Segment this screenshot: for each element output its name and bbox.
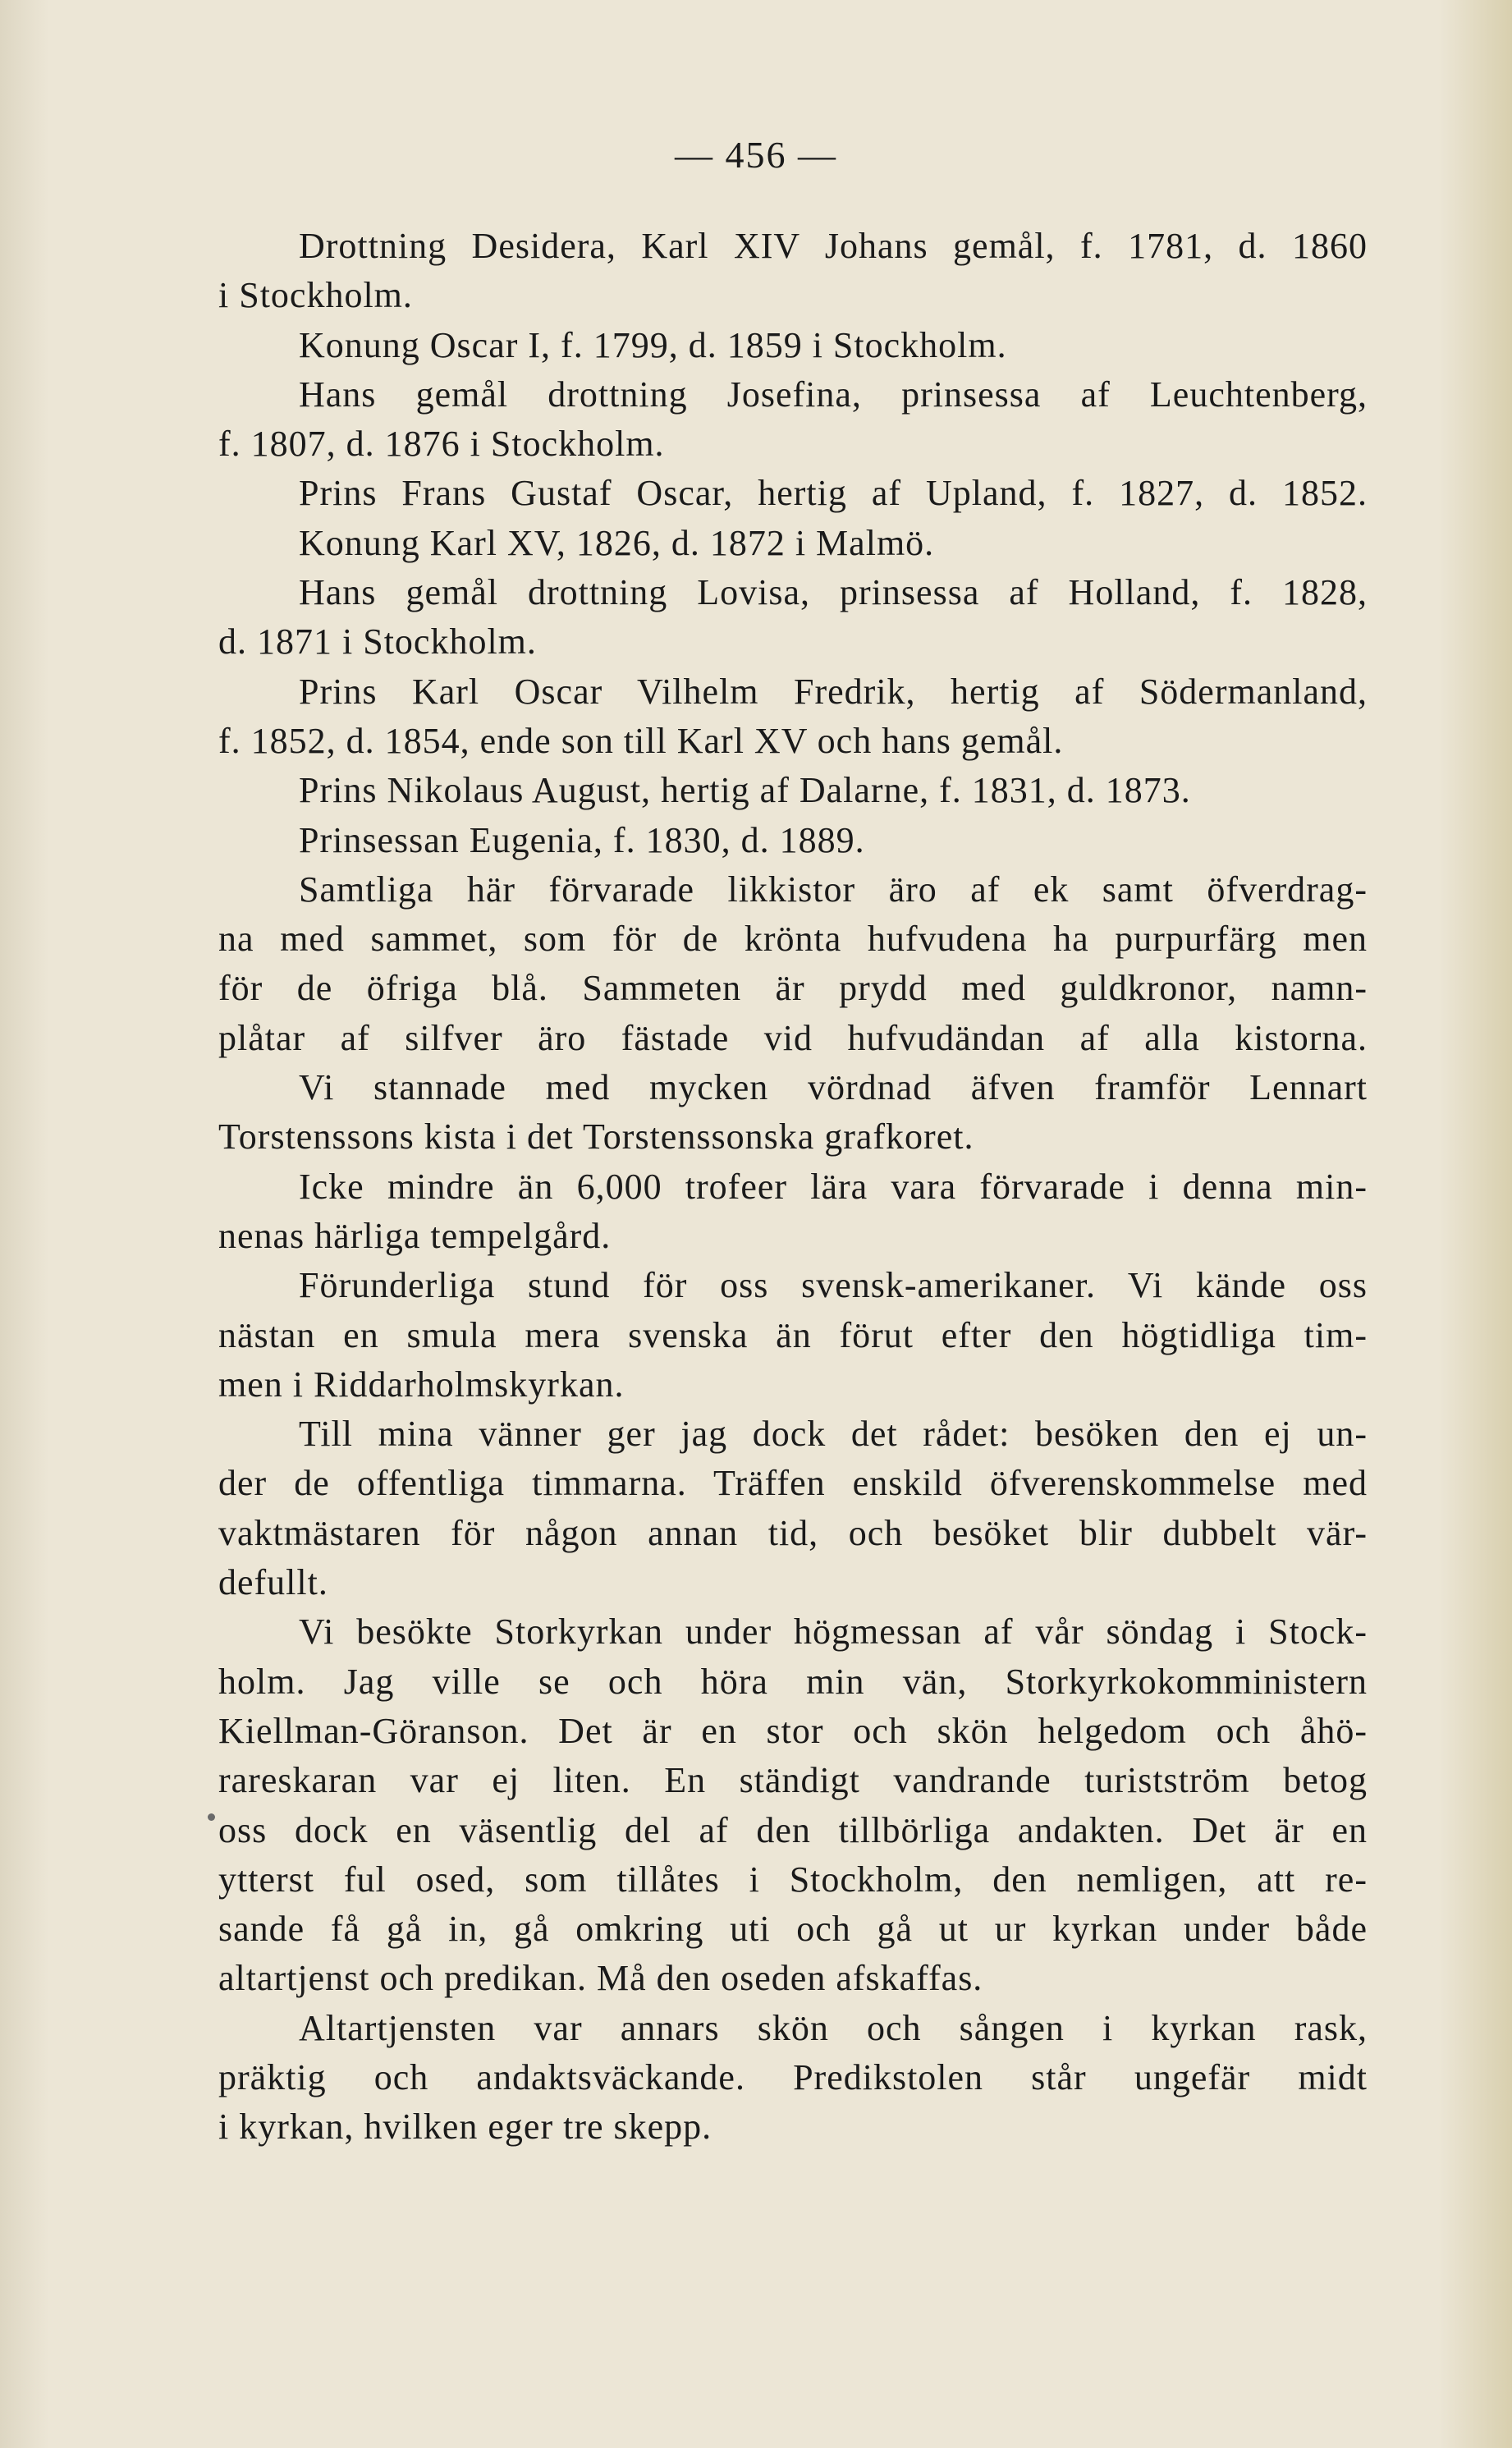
- text-line: Prinsessan Eugenia, f. 1830, d. 1889.: [299, 819, 865, 860]
- text-line: d. 1871 i Stockholm.: [218, 621, 537, 662]
- text-line: Prins Karl Oscar Vilhelm Fredrik, hertig af Södermanland,: [299, 671, 1368, 712]
- text-line: Prins Nikolaus August, hertig af Dalarne, f. 1831, d. 1873.: [299, 770, 1191, 811]
- text-line: defullt.: [218, 1562, 328, 1603]
- text-line: sande få gå in, gå omkring uti och gå ut ur kyrkan under både: [218, 1909, 1368, 1950]
- text-line: präktig och andaktsväckande. Predikstolen står ungefär midt: [218, 2056, 1368, 2097]
- text-line: Icke mindre än 6,000 trofeer lära vara förvarade i denna min-: [299, 1166, 1368, 1207]
- text-line: na med sammet, som för de krönta hufvudena ha purpurfärg men: [218, 919, 1368, 960]
- body-text: [218, 222, 1368, 2152]
- text-line: der de offentliga timmarna. Träffen enskild öfverenskommelse med: [218, 1463, 1368, 1504]
- text-line: plåtar af silfver äro fästade vid hufvudändan af alla kistorna.: [218, 1017, 1368, 1058]
- text-line: Prins Frans Gustaf Oscar, hertig af Upland, f. 1827, d. 1852.: [299, 473, 1368, 514]
- text-line: i kyrkan, hvilken eger tre skepp.: [218, 2106, 712, 2148]
- text-line: Kiellman-Göranson. Det är en stor och skön helgedom och åhö-: [218, 1710, 1368, 1751]
- text-line: Konung Oscar I, f. 1799, d. 1859 i Stockholm.: [299, 324, 1007, 365]
- text-line: Till mina vänner ger jag dock det rådet: besöken den ej un-: [299, 1414, 1368, 1455]
- text-line: oss dock en väsentlig del af den tillbörliga andakten. Det är en: [218, 1809, 1368, 1850]
- text-line: Altartjensten var annars skön och sången i kyrkan rask,: [299, 2007, 1368, 2048]
- text-line: Konung Karl XV, 1826, d. 1872 i Malmö.: [299, 522, 935, 563]
- text-line: Vi besökte Storkyrkan under högmessan af vår söndag i Stock-: [299, 1611, 1368, 1653]
- text-line: nästan en smula mera svenska än förut efter den högtidliga tim-: [218, 1314, 1368, 1355]
- text-line: holm. Jag ville se och höra min vän, Storkyrkokomministern: [218, 1661, 1368, 1702]
- text-line: Vi stannade med mycken vördnad äfven framför Lennart: [299, 1067, 1368, 1108]
- text-line: Hans gemål drottning Lovisa, prinsessa af Holland, f. 1828,: [299, 572, 1368, 613]
- page-number: — 456 —: [675, 134, 837, 176]
- text-line: men i Riddarholmskyrkan.: [218, 1364, 625, 1405]
- text-line: i Stockholm.: [218, 275, 413, 316]
- text-line: f. 1852, d. 1854, ende son till Karl XV och hans gemål.: [218, 720, 1064, 761]
- text-line: vaktmästaren för någon annan tid, och besöket blir dubbelt vär-: [218, 1512, 1368, 1553]
- text-line: Torstenssons kista i det Torstenssonska grafkoret.: [218, 1116, 974, 1158]
- page-edge-shadow-right: [1438, 0, 1512, 2448]
- text-line: ytterst ful osed, som tillåtes i Stockholm, den nemligen, att re-: [218, 1859, 1368, 1900]
- text-line: rareskaran var ej liten. En ständigt vandrande turistström betog: [218, 1760, 1368, 1801]
- page-edge-shadow-left: [0, 0, 49, 2448]
- text-line: altartjenst och predikan. Må den oseden afskaffas.: [218, 1958, 983, 1999]
- text-line: Samtliga här förvarade likkistor äro af ek samt öfverdrag-: [299, 869, 1368, 910]
- text-line: för de öfriga blå. Sammeten är prydd med guldkronor, namn-: [218, 968, 1368, 1009]
- ink-dot: [208, 1813, 215, 1821]
- text-line: Förunderliga stund för oss svensk-amerikaner. Vi kände oss: [299, 1265, 1368, 1306]
- text-line: Hans gemål drottning Josefina, prinsessa af Leuchtenberg,: [299, 374, 1368, 415]
- text-line: f. 1807, d. 1876 i Stockholm.: [218, 424, 665, 465]
- text-line: nenas härliga tempelgård.: [218, 1215, 612, 1256]
- text-line: Drottning Desidera, Karl XIV Johans gemål, f. 1781, d. 1860: [299, 226, 1368, 266]
